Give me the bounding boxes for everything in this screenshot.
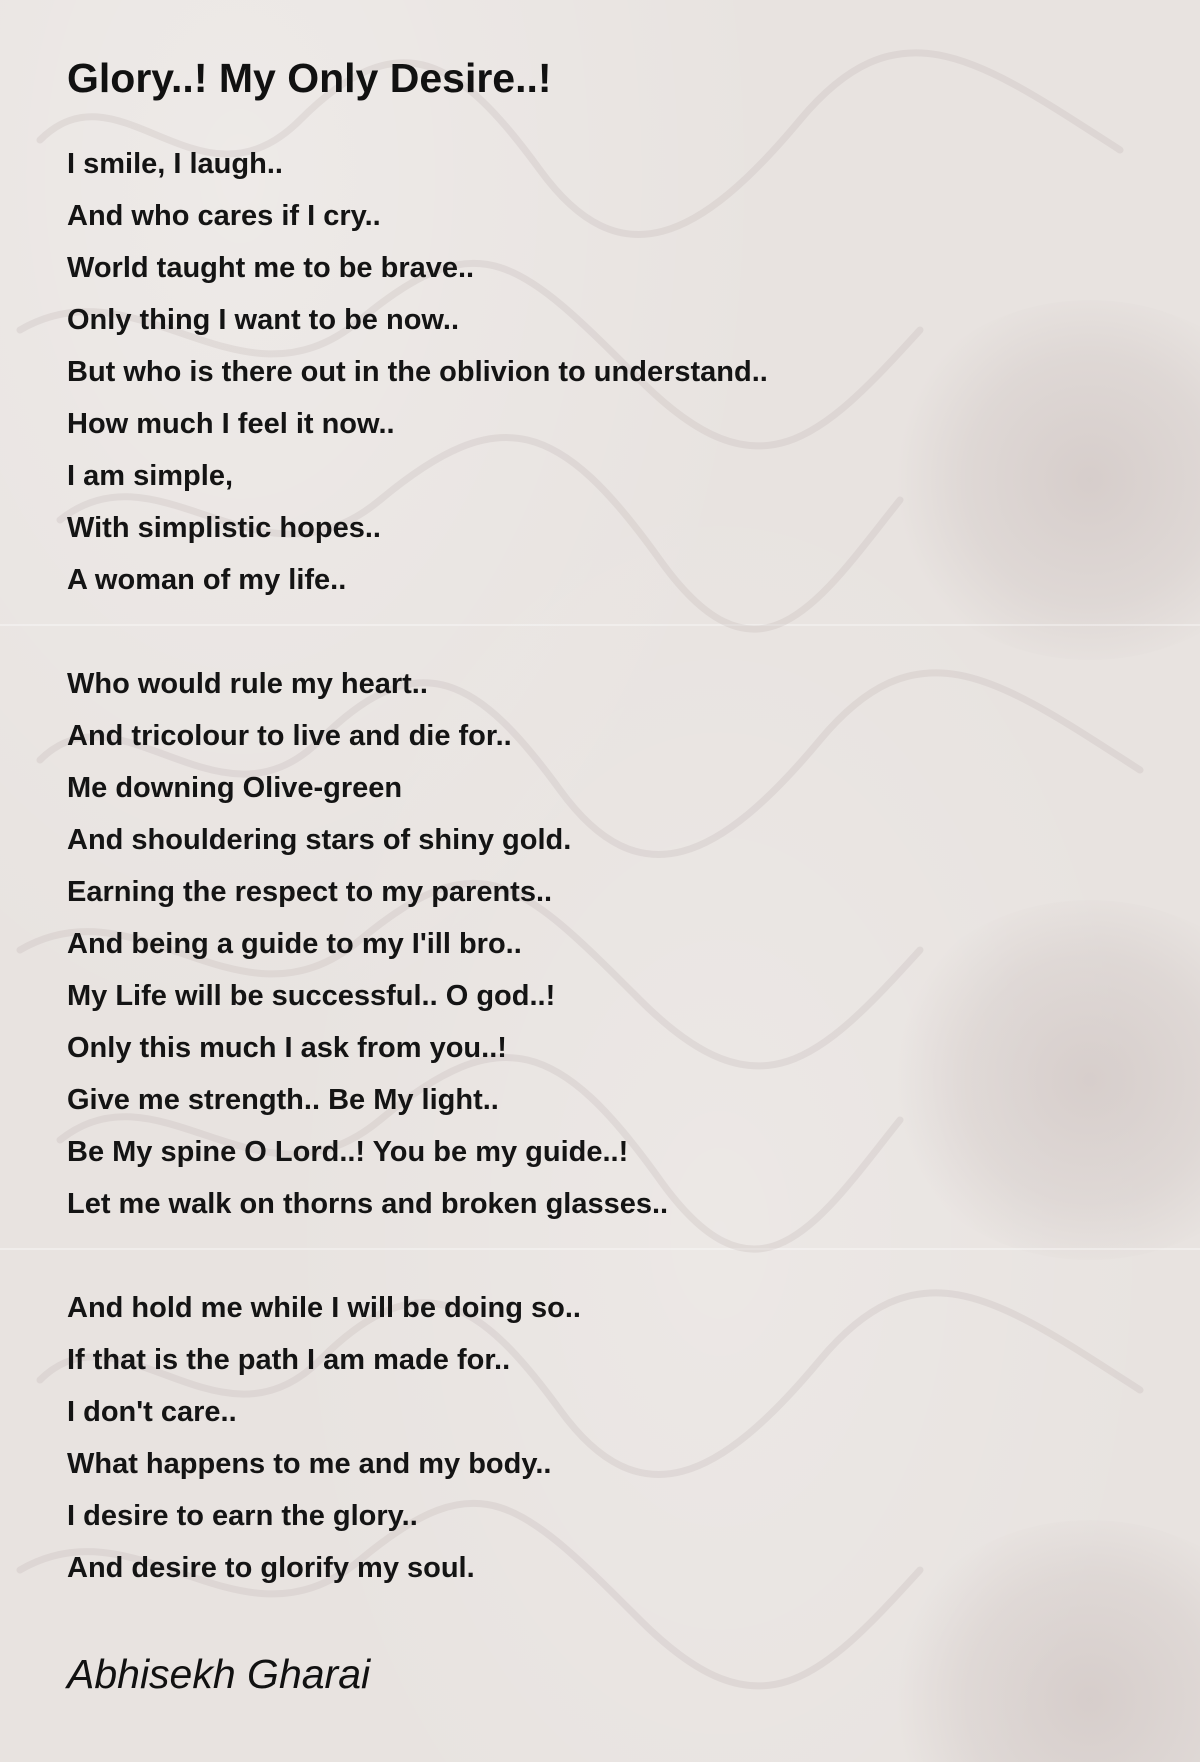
poem-line: But who is there out in the oblivion to understand.. — [67, 356, 768, 388]
poem-line: If that is the path I am made for.. — [67, 1344, 511, 1376]
poem-line: My Life will be successful.. O god..! — [67, 980, 556, 1012]
poem-line: And desire to glorify my soul. — [67, 1552, 475, 1584]
poem-line: And being a guide to my I'ill bro.. — [67, 928, 522, 960]
stanza — [67, 1282, 1127, 1594]
poem-line: What happens to me and my body.. — [67, 1448, 552, 1480]
poem-line: And shouldering stars of shiny gold. — [67, 824, 572, 856]
stanza — [67, 138, 1127, 606]
poem-line: Me downing Olive-green — [67, 772, 403, 804]
poem-line: And tricolour to live and die for.. — [67, 720, 512, 752]
poem-line: And who cares if I cry.. — [67, 200, 381, 232]
poem-line: Only thing I want to be now.. — [67, 304, 460, 336]
poem-line: I desire to earn the glory.. — [67, 1500, 418, 1532]
poem-body — [67, 138, 1127, 1594]
poem-title: Glory..! My Only Desire..! — [67, 55, 552, 101]
poem-line: And hold me while I will be doing so.. — [67, 1292, 581, 1324]
poem-line: Give me strength.. Be My light.. — [67, 1084, 499, 1116]
poem-line: I don't care.. — [67, 1396, 237, 1428]
poem-container — [67, 50, 1127, 1702]
poem-line: Earning the respect to my parents.. — [67, 876, 553, 908]
poem-line: I smile, I laugh.. — [67, 148, 283, 180]
poem-line: Be My spine O Lord..! You be my guide..! — [67, 1136, 629, 1168]
poem-line: Only this much I ask from you..! — [67, 1032, 507, 1064]
poem-line: Let me walk on thorns and broken glasses.. — [67, 1188, 669, 1220]
poem-line: A woman of my life.. — [67, 564, 347, 596]
poem-line: How much I feel it now.. — [67, 408, 395, 440]
poem-line: Who would rule my heart.. — [67, 668, 428, 700]
poem-line: I am simple, — [67, 460, 234, 492]
poem-author: Abhisekh Gharai — [67, 1651, 371, 1697]
poem-line: With simplistic hopes.. — [67, 512, 381, 544]
poem-line: World taught me to be brave.. — [67, 252, 475, 284]
stanza — [67, 658, 1127, 1230]
